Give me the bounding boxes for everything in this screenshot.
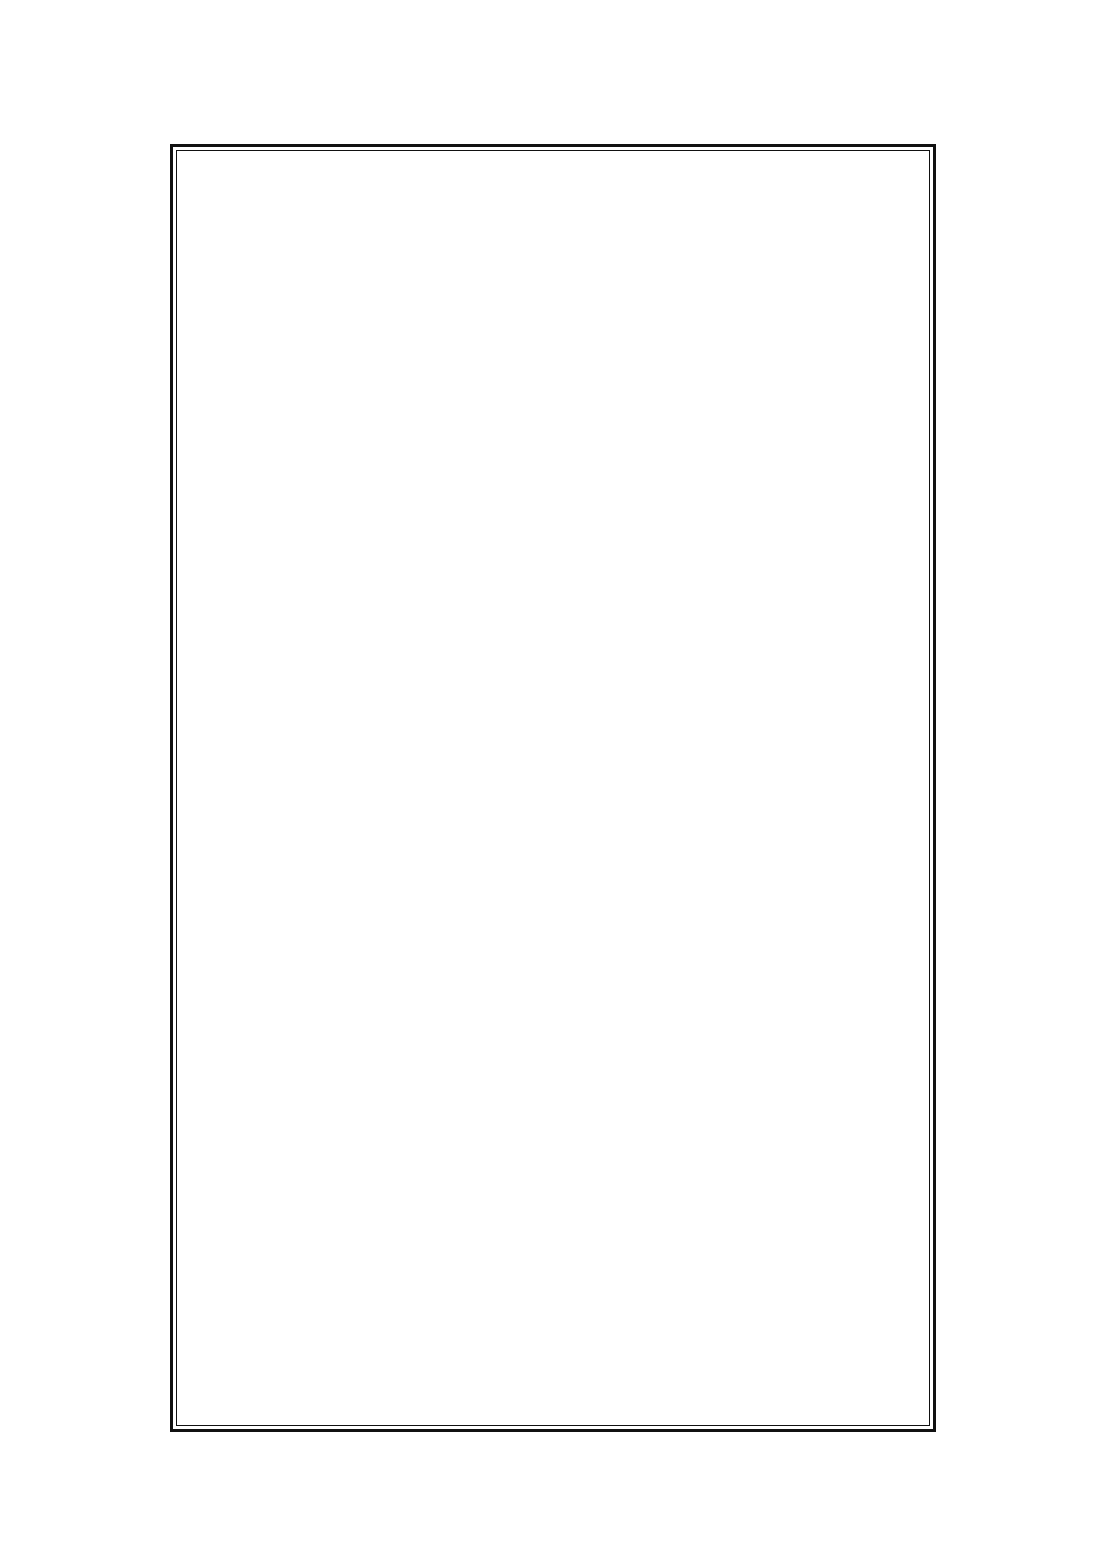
text-line <box>196 1116 918 1150</box>
text-line <box>196 430 918 464</box>
text-line <box>196 876 918 910</box>
text-line <box>196 842 918 876</box>
text-line <box>196 465 918 499</box>
text-line <box>196 1391 918 1425</box>
text-line <box>196 259 918 293</box>
text-line <box>196 568 918 602</box>
text-line <box>196 808 918 842</box>
text-line <box>196 1013 918 1047</box>
verse-line <box>196 190 918 224</box>
main-text-block <box>196 156 918 1424</box>
text-line <box>196 533 918 567</box>
text-line <box>196 225 918 259</box>
text-line <box>196 1082 918 1116</box>
text-line <box>196 1356 918 1390</box>
verse-line <box>196 636 918 670</box>
ornament-left <box>564 116 576 132</box>
text-line <box>196 1151 918 1185</box>
verse-line <box>196 670 918 704</box>
text-line <box>196 911 918 945</box>
text-line <box>196 979 918 1013</box>
text-line <box>196 945 918 979</box>
text-line <box>196 1288 918 1322</box>
page-header <box>174 108 1118 144</box>
text-line <box>196 1254 918 1288</box>
text-line <box>196 499 918 533</box>
text-line <box>196 1322 918 1356</box>
verse-line <box>196 602 918 636</box>
text-line <box>196 739 918 773</box>
text-line <box>196 1048 918 1082</box>
text-line <box>196 705 918 739</box>
text-line <box>196 1219 918 1253</box>
text-line <box>196 773 918 807</box>
verse-line <box>196 156 918 190</box>
text-line <box>196 327 918 361</box>
text-line <box>196 396 918 430</box>
text-line <box>196 293 918 327</box>
text-line <box>196 1185 918 1219</box>
ornament-right <box>552 116 564 132</box>
page-number <box>494 108 634 134</box>
text-line <box>196 362 918 396</box>
